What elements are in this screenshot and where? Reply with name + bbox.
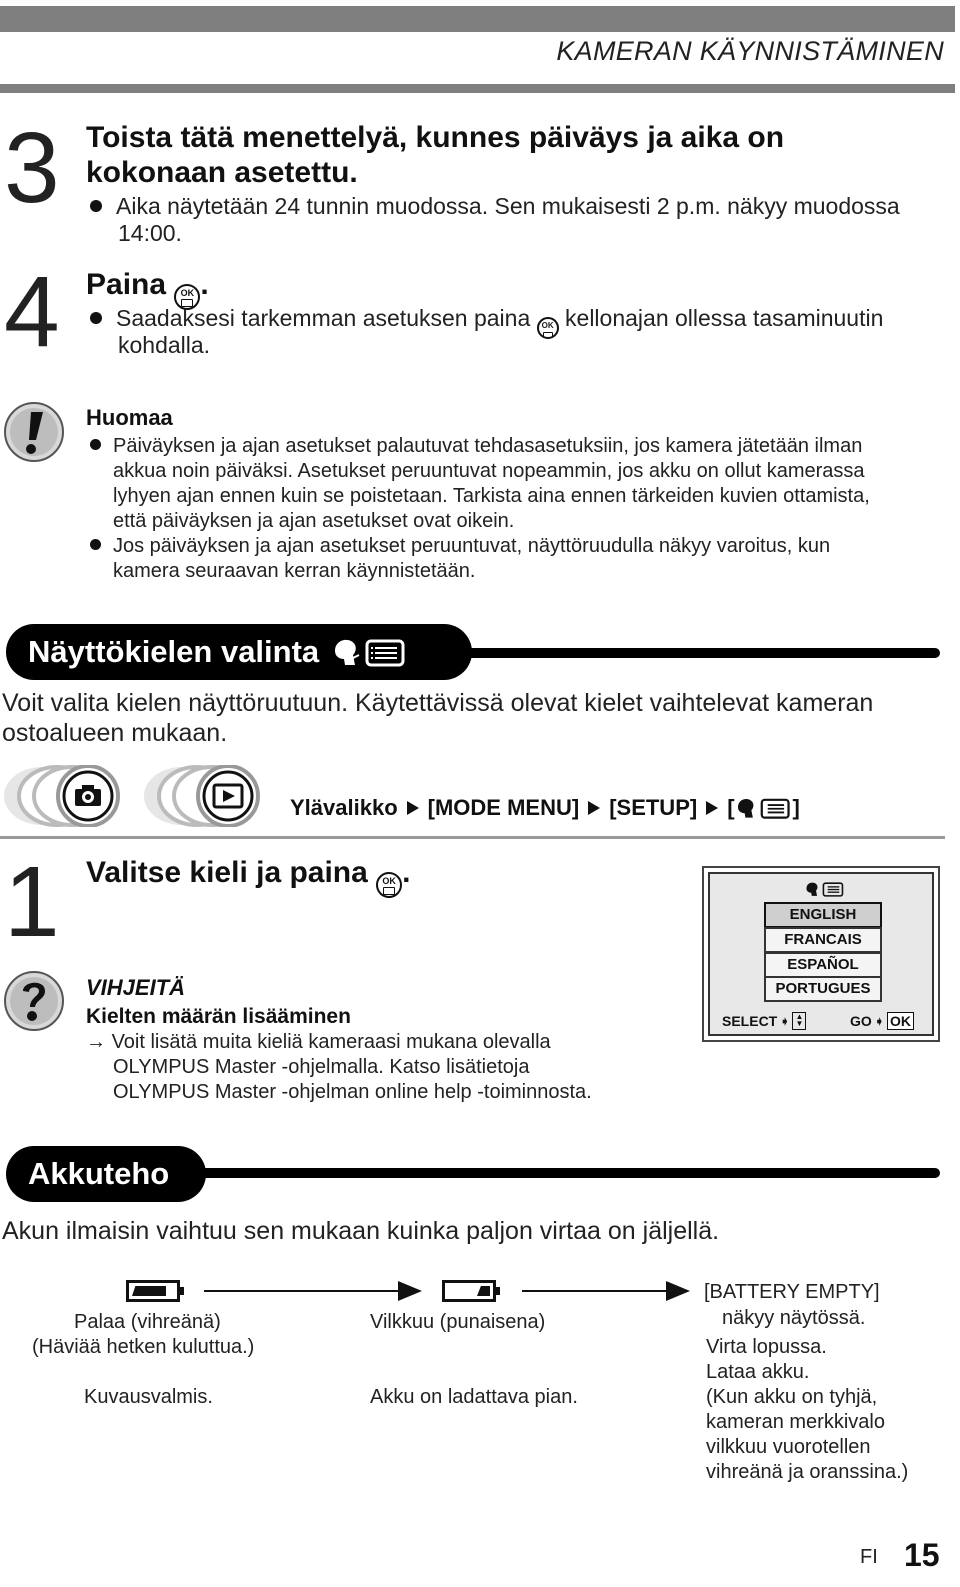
ok-label: OK — [887, 1012, 914, 1030]
playback-mode-icon — [142, 765, 274, 827]
bullet-dot — [90, 539, 101, 550]
battery-caption: näkyy näytössä. — [722, 1307, 866, 1329]
page-number: 15 — [904, 1537, 940, 1573]
language-icon — [735, 795, 793, 821]
battery-description: Kuvausvalmis. — [84, 1386, 213, 1408]
language-option[interactable]: ESPAÑOL — [764, 952, 882, 978]
divider — [0, 836, 945, 839]
tips-text: OLYMPUS Master -ohjelmalla. Katso lisätietoja — [113, 1056, 530, 1078]
shooting-mode-icon — [2, 765, 134, 827]
battery-caption: [BATTERY EMPTY] — [704, 1281, 880, 1303]
note-text: akkua noin päiväksi. Asetukset peruuntuvat nopeammin, jos akku on ollut kamerassa — [113, 460, 865, 482]
battery-description: Virta lopussa. — [706, 1336, 827, 1358]
section-rule — [180, 1168, 940, 1178]
menu-path: Ylävalikko [MODE MENU] [SETUP] [ ] — [290, 795, 800, 820]
arrow-right-icon: ➧ — [780, 1015, 790, 1028]
arrow-line — [522, 1290, 668, 1292]
battery-caption: Vilkkuu (punaisena) — [370, 1311, 546, 1333]
tips-subtitle: Kielten määrän lisääminen — [86, 1005, 351, 1028]
select-hint: SELECT ➧ ▲ ▼ — [722, 1012, 806, 1030]
arrow-right-icon: ➧ — [874, 1015, 884, 1028]
step-number: 1 — [4, 846, 60, 958]
battery-icon — [126, 1280, 180, 1302]
step-number: 4 — [4, 256, 60, 368]
header-rule — [0, 84, 955, 93]
note-text: kamera seuraavan kerran käynnistetään. — [113, 560, 476, 582]
language-option[interactable]: FRANCAIS — [764, 927, 882, 953]
arrow-icon: → — [86, 1031, 106, 1053]
step-title: Paina OK . — [86, 267, 209, 310]
arrow-right-icon — [398, 1281, 422, 1301]
language-icon — [804, 880, 846, 898]
battery-description: Lataa akku. — [706, 1361, 810, 1383]
note-text: lyhyen ajan ennen kuin se poistetaan. Tarkista aina ennen tärkeiden kuvien ottamista, — [113, 485, 870, 507]
arrow-right-icon — [705, 800, 719, 816]
arrow-line — [204, 1290, 400, 1292]
arrow-right-icon — [406, 800, 420, 816]
tips-title: VIHJEITÄ — [86, 975, 186, 1000]
bullet-text: kohdalla. — [118, 332, 211, 358]
note-title: Huomaa — [86, 405, 173, 430]
ok-button-icon: OK — [174, 284, 200, 310]
section-intro: ostoalueen mukaan. — [2, 719, 228, 747]
exclamation-icon — [2, 400, 66, 464]
top-bar — [0, 6, 955, 32]
section-title: Akkuteho — [6, 1146, 206, 1202]
question-icon — [2, 969, 66, 1033]
section-title: Näyttökielen valinta — [6, 624, 472, 680]
language-option[interactable]: PORTUGUES — [764, 976, 882, 1002]
arrow-right-icon — [666, 1281, 690, 1301]
arrow-right-icon — [587, 800, 601, 816]
camera-screen — [702, 866, 940, 1042]
language-option[interactable]: ENGLISH — [764, 902, 882, 928]
battery-description: kameran merkkivalo — [706, 1411, 885, 1433]
language-icon — [331, 635, 409, 669]
section-rule — [440, 648, 940, 658]
bullet-dot — [90, 439, 101, 450]
bullet-dot — [90, 312, 102, 324]
step-title: Toista tätä menettelyä, kunnes päiväys ja aika on — [86, 121, 785, 154]
section-intro: Akun ilmaisin vaihtuu sen mukaan kuinka paljon virtaa on jäljellä. — [2, 1217, 720, 1245]
go-hint: GO ➧ OK — [850, 1012, 914, 1030]
bullet-text: Aika näytetään 24 tunnin muodossa. Sen mukaisesti 2 p.m. näkyy muodossa — [90, 193, 900, 220]
tips-text: OLYMPUS Master -ohjelman online help -toiminnosta. — [113, 1081, 592, 1103]
battery-description: vilkkuu vuorotellen — [706, 1436, 871, 1458]
bullet-text: 14:00. — [118, 220, 182, 246]
battery-description: vihreänä ja oranssina.) — [706, 1461, 909, 1483]
battery-caption: Palaa (vihreänä) — [74, 1311, 221, 1333]
bullet-text: Saadaksesi tarkemman asetuksen paina OK kellonajan ollessa tasaminuutin — [90, 305, 883, 339]
ok-button-icon: OK — [376, 872, 402, 898]
battery-description: Akku on ladattava pian. — [370, 1386, 578, 1408]
note-text: Jos päiväyksen ja ajan asetukset peruuntuvat, näyttöruudulla näkyy varoitus, kun — [90, 534, 830, 559]
section-intro: Voit valita kielen näyttöruutuun. Käytettävissä olevat kielet vaihtelevat kameran — [2, 689, 874, 717]
footer-lang: FI — [860, 1546, 878, 1568]
page-header: KAMERAN KÄYNNISTÄMINEN — [556, 36, 944, 66]
bullet-dot — [90, 200, 102, 212]
battery-icon — [442, 1280, 496, 1302]
up-down-icon: ▲ ▼ — [792, 1012, 806, 1030]
battery-caption: (Häviää hetken kuluttua.) — [32, 1336, 255, 1358]
battery-description: (Kun akku on tyhjä, — [706, 1386, 878, 1408]
note-text: että päiväyksen ja ajan asetukset ovat oikein. — [113, 510, 515, 532]
step-title: Valitse kieli ja paina OK . — [86, 855, 411, 898]
ok-button-icon: OK — [537, 317, 559, 339]
step-title: kokonaan asetettu. — [86, 156, 358, 189]
note-text: Päiväyksen ja ajan asetukset palautuvat tehdasasetuksiin, jos kamera jätetään ilman — [90, 434, 862, 459]
step-number: 3 — [4, 112, 60, 224]
tips-text: → Voit lisätä muita kieliä kameraasi mukana olevalla — [86, 1031, 551, 1053]
